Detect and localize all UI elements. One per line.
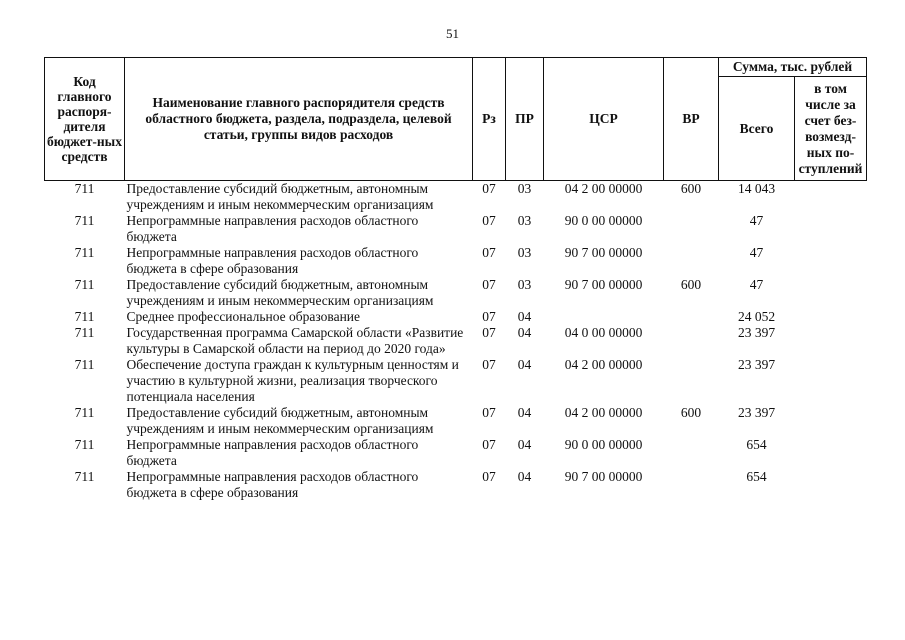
cell-gratuitous xyxy=(795,245,867,277)
cell-total: 23 397 xyxy=(737,325,776,340)
cell-total: 654 xyxy=(746,469,767,484)
cell-gratuitous xyxy=(795,405,867,437)
table-row xyxy=(45,181,867,214)
cell-name: Непрограммные направления расходов областного бюджета xyxy=(126,213,419,244)
cell-total: 47 xyxy=(749,213,764,228)
cell-code: 711 xyxy=(74,245,95,260)
cell-code: 711 xyxy=(74,405,95,420)
cell-csr: 04 2 00 00000 xyxy=(564,405,643,420)
table-body xyxy=(45,181,867,502)
cell-name: Непрограммные направления расходов областного бюджета xyxy=(126,437,419,468)
cell-gratuitous xyxy=(795,277,867,309)
cell-vr xyxy=(664,469,719,501)
cell-csr: 90 7 00 00000 xyxy=(564,277,643,292)
cell-rz: 07 xyxy=(482,245,496,260)
cell-gratuitous xyxy=(795,325,867,357)
cell-total: 47 xyxy=(749,245,764,260)
cell-pr: 04 xyxy=(517,469,532,484)
cell-csr: 90 7 00 00000 xyxy=(564,245,643,260)
cell-vr xyxy=(664,437,719,469)
cell-name: Предоставление субсидий бюджетным, автономным учреждениям и иным некоммерческим организациям xyxy=(126,181,434,212)
header-pr: ПР xyxy=(506,58,544,181)
table-row xyxy=(45,357,867,405)
cell-vr xyxy=(664,245,719,277)
table-row xyxy=(45,213,867,245)
cell-pr: 04 xyxy=(517,325,532,340)
cell-rz: 07 xyxy=(482,325,496,340)
cell-gratuitous xyxy=(795,181,867,214)
cell-total: 23 397 xyxy=(737,405,776,420)
cell-rz: 07 xyxy=(482,213,496,228)
cell-rz: 07 xyxy=(482,357,496,372)
cell-code: 711 xyxy=(74,325,95,340)
cell-csr: 04 2 00 00000 xyxy=(564,357,643,372)
cell-csr: 04 0 00 00000 xyxy=(564,325,643,340)
cell-pr: 04 xyxy=(517,357,532,372)
cell-gratuitous xyxy=(795,213,867,245)
cell-name: Непрограммные направления расходов областного бюджета в сфере образования xyxy=(126,245,419,276)
cell-pr: 04 xyxy=(517,405,532,420)
cell-name: Предоставление субсидий бюджетным, автономным учреждениям и иным некоммерческим организациям xyxy=(126,277,434,308)
cell-rz: 07 xyxy=(482,277,496,292)
cell-pr: 03 xyxy=(517,277,532,292)
table-row xyxy=(45,325,867,357)
cell-rz: 07 xyxy=(482,405,496,420)
header-gratuitous: в том числе за счет без-возмезд-ных по-ступлений xyxy=(795,77,867,181)
cell-name: Государственная программа Самарской области «Развитие культуры в Самарской области на период до 2020 года» xyxy=(126,325,464,356)
cell-vr: 600 xyxy=(680,181,702,196)
cell-code: 711 xyxy=(74,309,95,324)
cell-csr: 90 7 00 00000 xyxy=(564,469,643,484)
table-header xyxy=(45,58,867,181)
cell-vr xyxy=(664,309,719,325)
header-rz: Рз xyxy=(473,58,506,181)
header-sum: Сумма, тыс. рублей xyxy=(719,58,867,77)
cell-csr xyxy=(544,309,664,325)
cell-name: Предоставление субсидий бюджетным, автономным учреждениям и иным некоммерческим организациям xyxy=(126,405,434,436)
cell-gratuitous xyxy=(795,437,867,469)
cell-code: 711 xyxy=(74,213,95,228)
cell-total: 47 xyxy=(749,277,764,292)
cell-vr xyxy=(664,357,719,405)
cell-csr: 90 0 00 00000 xyxy=(564,213,643,228)
cell-code: 711 xyxy=(74,357,95,372)
header-vr: ВР xyxy=(664,58,719,181)
cell-csr: 04 2 00 00000 xyxy=(564,181,643,196)
table-row xyxy=(45,469,867,501)
cell-gratuitous xyxy=(795,469,867,501)
cell-pr: 03 xyxy=(517,181,532,196)
cell-vr: 600 xyxy=(680,405,702,420)
header-code: Код главного распоря-дителя бюджет-ных средств xyxy=(45,58,125,181)
cell-total: 654 xyxy=(746,437,767,452)
cell-rz: 07 xyxy=(482,469,496,484)
table-row xyxy=(45,245,867,277)
cell-code: 711 xyxy=(74,469,95,484)
header-csr: ЦСР xyxy=(544,58,664,181)
cell-name: Непрограммные направления расходов областного бюджета в сфере образования xyxy=(126,469,419,500)
cell-rz: 07 xyxy=(482,309,496,324)
header-name: Наименование главного распорядителя средств областного бюджета, раздела, подраздела, целевой статьи, группы видов расходов xyxy=(125,58,473,181)
cell-name: Среднее профессиональное образование xyxy=(126,309,361,324)
cell-name: Обеспечение доступа граждан к культурным ценностям и участию в культурной жизни, реализация творческого потенциала населения xyxy=(126,357,459,404)
cell-vr xyxy=(664,213,719,245)
cell-pr: 04 xyxy=(517,437,532,452)
header-total: Всего xyxy=(719,77,795,181)
cell-total: 24 052 xyxy=(737,309,776,324)
table-row xyxy=(45,437,867,469)
cell-total: 23 397 xyxy=(737,357,776,372)
cell-vr xyxy=(664,325,719,357)
cell-code: 711 xyxy=(74,437,95,452)
cell-pr: 03 xyxy=(517,245,532,260)
cell-pr: 04 xyxy=(517,309,532,324)
cell-total: 14 043 xyxy=(737,181,776,196)
cell-csr: 90 0 00 00000 xyxy=(564,437,643,452)
cell-gratuitous xyxy=(795,357,867,405)
table-row xyxy=(45,277,867,309)
table-row xyxy=(45,309,867,325)
cell-pr: 03 xyxy=(517,213,532,228)
cell-rz: 07 xyxy=(482,437,496,452)
budget-table xyxy=(44,57,867,501)
cell-vr: 600 xyxy=(680,277,702,292)
cell-rz: 07 xyxy=(482,181,496,196)
cell-code: 711 xyxy=(74,181,95,196)
page-number: 51 xyxy=(446,26,459,41)
table-row xyxy=(45,405,867,437)
cell-gratuitous xyxy=(795,309,867,325)
cell-code: 711 xyxy=(74,277,95,292)
